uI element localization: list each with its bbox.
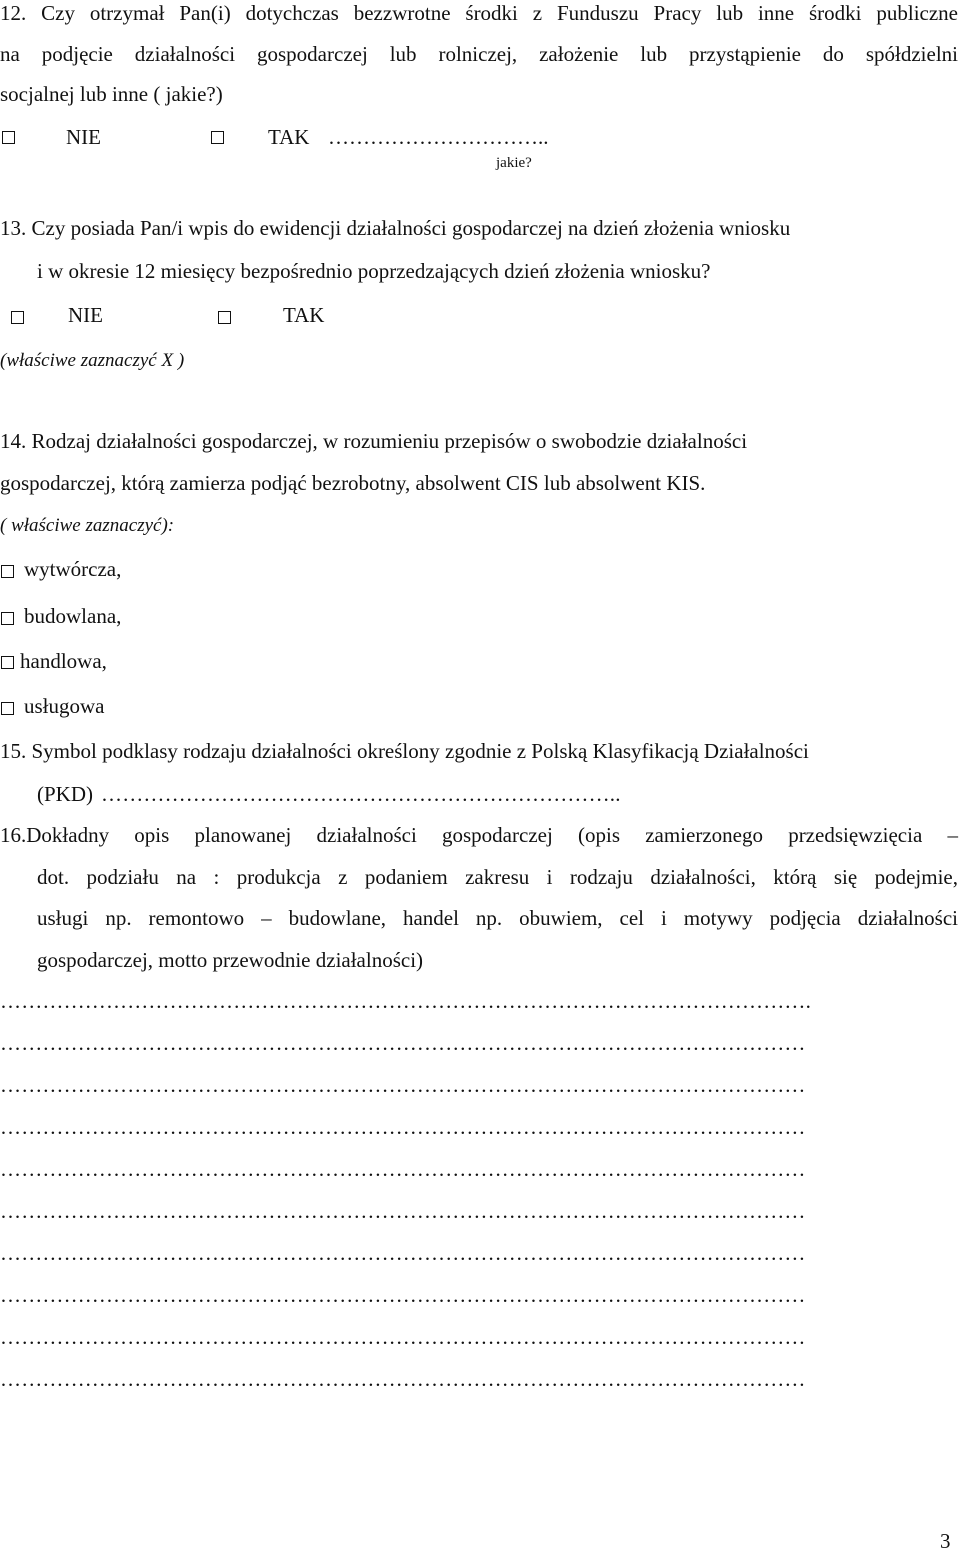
q14-checkbox-uslugowa[interactable]	[1, 702, 14, 715]
q15-pkd-label: (PKD)	[37, 782, 93, 806]
q16-line-4: gospodarczej, motto przewodnie działalności)	[37, 948, 424, 972]
q14-option-budowlana: budowlana,	[24, 604, 122, 628]
q12-option-nie: NIE	[66, 125, 101, 149]
q12-jakie-hint: jakie?	[496, 155, 532, 171]
q13-checkbox-tak[interactable]	[218, 311, 231, 324]
q14-line-2: gospodarczej, którą zamierza podjąć bezrobotny, absolwent CIS lub absolwent KIS.	[0, 471, 706, 495]
q16-answer-line[interactable]: ……………………………………………………………………………………………………	[0, 1159, 806, 1180]
q16-answer-line[interactable]: ……………………………………………………………………………………………………	[0, 1033, 806, 1054]
q16-answer-line[interactable]: ……………………………………………………………………………………………………	[0, 1285, 806, 1306]
q12-tak-fill[interactable]: …………………………..	[328, 125, 549, 149]
q16-answer-line[interactable]: ……………………………………………………………………………………………………	[0, 1327, 806, 1348]
q14-line-1: 14. Rodzaj działalności gospodarczej, w rozumieniu przepisów o swobodzie działalności	[0, 429, 748, 453]
q16-answer-line[interactable]: ……………………………………………………………………………………………………	[0, 1075, 806, 1096]
q16-line-1: 16.Dokładny opis planowanej działalności gospodarczej (opis zamierzonego przedsięwzięcia –	[0, 823, 958, 847]
q13-option-tak: TAK	[283, 303, 325, 327]
q12-option-tak: TAK	[268, 125, 310, 149]
q14-note: ( właściwe zaznaczyć):	[0, 515, 175, 536]
q14-option-handlowa: handlowa,	[20, 649, 107, 673]
q12-checkbox-tak[interactable]	[211, 131, 224, 144]
q14-option-uslugowa: usługowa	[24, 694, 105, 718]
q14-checkbox-budowlana[interactable]	[1, 612, 14, 625]
q13-line-1: 13. Czy posiada Pan/i wpis do ewidencji działalności gospodarczej na dzień złożenia wniosku	[0, 216, 791, 240]
q14-checkbox-handlowa[interactable]	[1, 656, 14, 669]
q12-line-1: 12. Czy otrzymał Pan(i) dotychczas bezzwrotne środki z Funduszu Pracy lub inne środki publiczne	[0, 1, 958, 25]
page-number: 3	[940, 1529, 951, 1553]
q13-option-nie: NIE	[68, 303, 103, 327]
q16-answer-line[interactable]: ……………………………………………………………………………………………………	[0, 1369, 806, 1390]
q16-answer-line[interactable]: ……………………………………………………………………………………………………	[0, 1243, 806, 1264]
q14-option-wytworcza: wytwórcza,	[24, 557, 122, 581]
q16-line-2: dot. podziału na : produkcja z podaniem zakresu i rodzaju działalności, którą się podejmie,	[37, 865, 958, 889]
q13-line-2: i w okresie 12 miesięcy bezpośrednio poprzedzających dzień złożenia wniosku?	[37, 259, 711, 283]
q16-answer-line[interactable]: ……………………………………………………………………………………………………	[0, 1117, 806, 1138]
q12-line-3: socjalnej lub inne ( jakie?)	[0, 82, 223, 106]
q13-checkbox-nie[interactable]	[11, 311, 24, 324]
q12-checkbox-nie[interactable]	[2, 131, 15, 144]
q15-pkd-fill[interactable]: ………………………………………………………………..	[101, 784, 621, 805]
q13-note: (właściwe zaznaczyć X )	[0, 350, 185, 371]
q16-answer-line[interactable]: …………………………………………………………………………………………………….	[0, 991, 812, 1012]
q12-line-2: na podjęcie działalności gospodarczej lub rolniczej, założenie lub przystąpienie do spółdzielni	[0, 42, 958, 66]
q16-answer-line[interactable]: ……………………………………………………………………………………………………	[0, 1201, 806, 1222]
q15-line-1: 15. Symbol podklasy rodzaju działalności określony zgodnie z Polską Klasyfikacją Działalności	[0, 739, 809, 763]
q14-checkbox-wytworcza[interactable]	[1, 565, 14, 578]
q16-line-3: usługi np. remontowo – budowlane, handel np. obuwiem, cel i motywy podjęcia działalności	[37, 906, 958, 930]
